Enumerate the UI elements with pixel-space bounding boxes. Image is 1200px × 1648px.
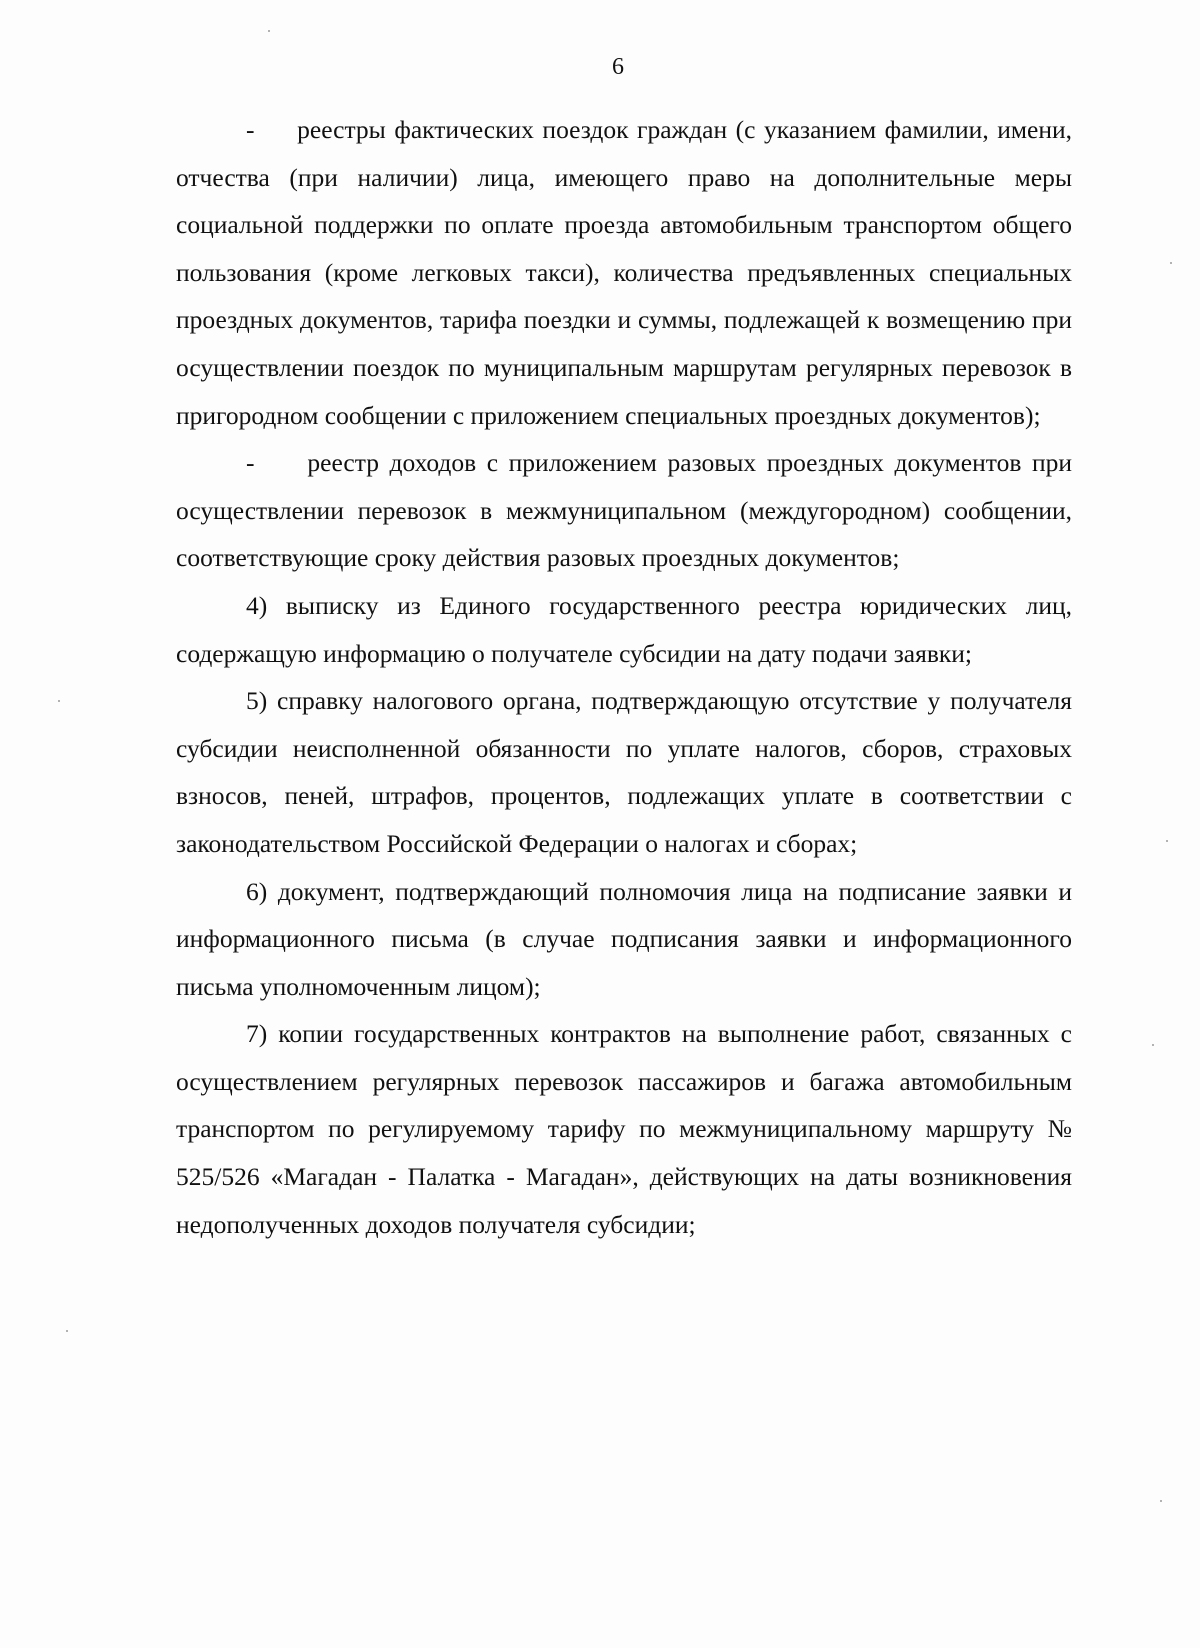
paragraph-text: документ, подтверждающий полномочия лица на подписание заявки и информационного письма (в случае подписания заявки и информационного письма уполномоченным лицом); [176, 876, 1072, 1001]
paragraph-text: реестр доходов с приложением разовых проездных документов при осуществлении перевозок в межмуниципальном (междугородном) сообщении, соответствующие сроку действия разовых проездных документов; [176, 448, 1072, 573]
list-marker: - [246, 448, 255, 478]
scan-speck [66, 1330, 68, 1332]
paragraph-text: копии государственных контрактов на выполнение работ, связанных с осуществлением регулярных перевозок пассажиров и багажа автомобильным транспортом по регулируемому тарифу по межмуниципальному маршруту № 525/526 «Магадан - Палатка - Магадан», действующих на даты возникновения недополученных доходов получателя субсидии; [176, 1019, 1072, 1239]
scan-speck [268, 30, 270, 32]
scan-speck [1166, 840, 1168, 842]
list-item-6-authority-document [176, 868, 1072, 1011]
paragraph-text: выписку из Единого государственного реестра юридических лиц, содержащую информацию о получателе субсидии на дату подачи заявки; [176, 590, 1072, 668]
list-item-income-registry [176, 439, 1072, 582]
paragraph-text: реестры фактических поездок граждан (с указанием фамилии, имени, отчества (при наличии) лица, имеющего право на дополнительные меры социальной поддержки по оплате проезда автомобильным транспортом общего пользования (кроме легковых такси), количества предъявленных специальных проездных документов, тарифа поездки и суммы, подлежащей к возмещению при осуществлении поездок по муниципальным маршрутам регулярных перевозок в пригородном сообщении с приложением специальных проездных документов); [176, 115, 1072, 430]
scan-speck [1170, 262, 1172, 264]
list-marker: 4) [246, 590, 268, 620]
paragraph-text: справку налогового органа, подтверждающую отсутствие у получателя субсидии неисполненной обязанности по уплате налогов, сборов, страховых взносов, пеней, штрафов, процентов, подлежащих уплате в соответствии с законодательством Российской Федерации о налогах и сборах; [176, 686, 1072, 858]
list-marker: - [246, 115, 255, 144]
list-marker: 5) [246, 686, 268, 716]
list-item-4-egrul-extract [176, 582, 1072, 677]
scan-speck [58, 700, 60, 702]
list-marker: 6) [246, 876, 268, 906]
scan-speck [1152, 1044, 1154, 1046]
document-body [176, 106, 1072, 1248]
page-number: 6 [612, 54, 624, 80]
list-item-7-contract-copies [176, 1010, 1072, 1248]
scan-speck [1160, 1500, 1162, 1502]
list-marker: 7) [246, 1019, 268, 1049]
list-item-fact-trips-registry [176, 106, 1072, 439]
list-item-5-tax-certificate [176, 677, 1072, 867]
